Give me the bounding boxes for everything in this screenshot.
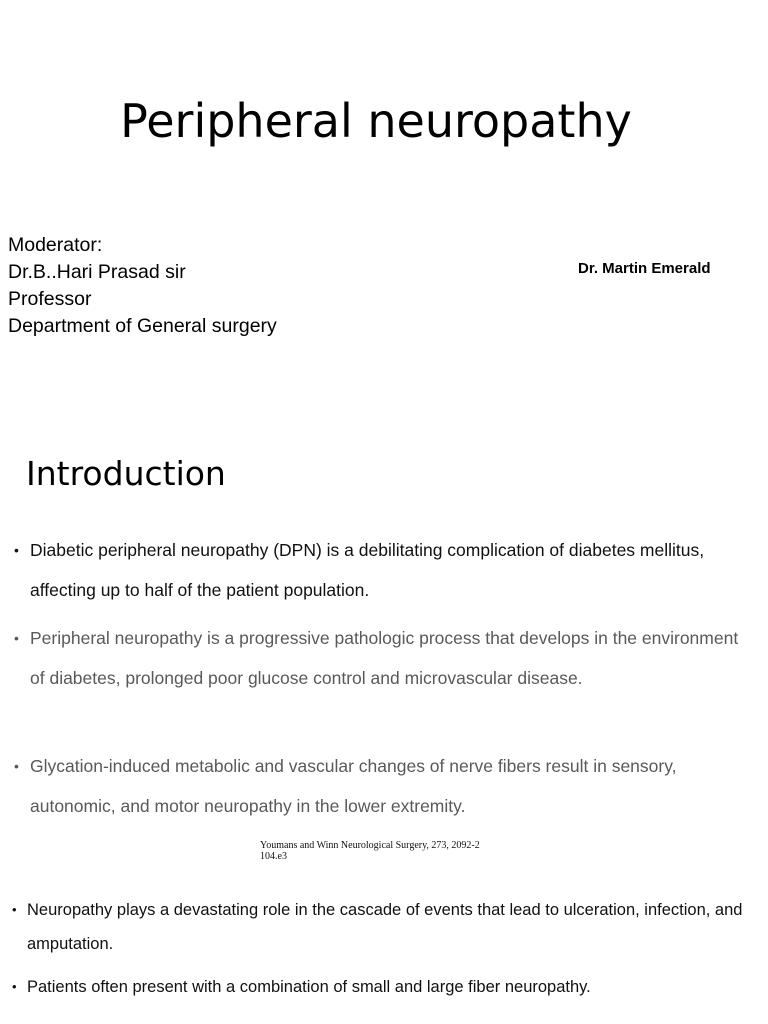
moderator-label: Moderator: — [8, 234, 103, 256]
citation-line-1: Youmans and Winn Neurological Surgery, 273, 2092-2 — [260, 840, 480, 851]
bullet-icon: • — [14, 542, 19, 558]
slide3-bullet-1-text: Neuropathy plays a devastating role in the cascade of events that lead to ulceration, infection, and amputation. — [27, 901, 743, 953]
citation — [260, 840, 520, 862]
slide3-bullet-2 — [12, 970, 762, 1004]
intro-bullet-3-text: Glycation-induced metabolic and vascular changes of nerve fibers result in sensory, autonomic, and motor neuropathy in the lower extremity. — [30, 756, 677, 816]
moderator-block — [8, 232, 277, 340]
moderator-role: Professor — [8, 288, 92, 310]
slide-title: Peripheral neuropathy — [120, 94, 632, 148]
intro-bullet-2 — [14, 618, 750, 698]
intro-bullet-1 — [14, 530, 750, 610]
bullet-icon: • — [12, 979, 17, 994]
moderator-department: Department of General surgery — [8, 315, 277, 337]
intro-bullet-2-text: Peripheral neuropathy is a progressive pathologic process that develops in the environment of diabetes, prolonged poor glucose control and microvascular disease. — [30, 628, 739, 688]
moderator-name: Dr.B..Hari Prasad sir — [8, 261, 186, 283]
bullet-icon: • — [14, 758, 19, 774]
slide3-bullet-2-text: Patients often present with a combination of small and large fiber neuropathy. — [27, 978, 591, 996]
citation-line-2: 104.e3 — [260, 851, 287, 862]
bullet-icon: • — [14, 630, 19, 646]
introduction-heading: Introduction — [26, 454, 226, 493]
intro-bullet-1-text: Diabetic peripheral neuropathy (DPN) is a debilitating complication of diabetes mellitus, affecting up to half of the patient population. — [30, 540, 705, 600]
intro-bullet-3 — [14, 746, 750, 826]
bullet-icon: • — [12, 902, 17, 917]
slide3-bullet-1 — [12, 893, 762, 961]
presenter-name: Dr. Martin Emerald — [578, 260, 711, 277]
